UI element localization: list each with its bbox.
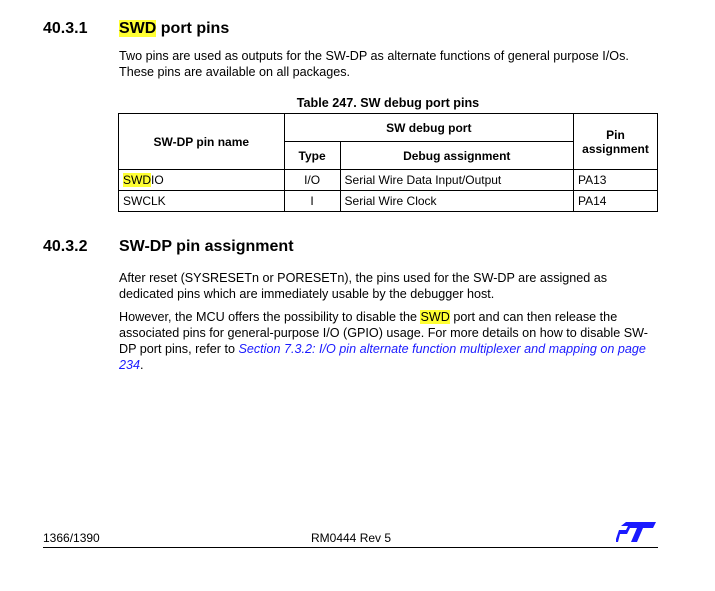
header-debug-assignment: Debug assignment bbox=[340, 142, 573, 170]
st-logo-icon bbox=[616, 520, 658, 549]
table-caption: Table 247. SW debug port pins bbox=[296, 96, 480, 110]
paragraph-text: After reset (SYSRESETn or PORESETn), the pins used for the SW-DP are assigned as dedicated pins which are immediately usable by the debugger host. bbox=[119, 271, 608, 301]
cell-type: I bbox=[284, 191, 340, 212]
paragraph-text-part: . bbox=[140, 358, 144, 372]
section1-paragraph bbox=[119, 48, 664, 80]
table-row bbox=[119, 170, 658, 191]
header-sw-debug-port: SW debug port bbox=[284, 114, 573, 142]
cell-debug-assignment: Serial Wire Data Input/Output bbox=[340, 170, 573, 191]
section-title-text: port pins bbox=[156, 20, 230, 37]
paragraph-text-part: However, the MCU offers the possibility to disable the bbox=[119, 310, 421, 324]
section2-paragraph-2 bbox=[119, 309, 664, 373]
search-highlight: SWD bbox=[119, 20, 157, 37]
header-type: Type bbox=[284, 142, 340, 170]
search-highlight: SWD bbox=[420, 310, 450, 324]
section-7-3-2-link[interactable]: Section 7.3.2: I/O pin alternate function multiplexer and mapping on page 234 bbox=[119, 342, 646, 372]
header-pin-assignment: Pin assignment bbox=[574, 114, 658, 170]
paragraph-text-part: port and can then release the associated pins for general-purpose I/O (GPIO) usage. For more details on how to disable SW-DP port pins, refer to bbox=[119, 310, 648, 356]
sw-debug-port-pins-table bbox=[118, 113, 658, 212]
cell-pin-name bbox=[119, 170, 285, 191]
section-number-40-3-1: 40.3.1 bbox=[43, 20, 88, 37]
table-row bbox=[119, 191, 658, 212]
cell-pin: PA14 bbox=[574, 191, 658, 212]
page-number: 1366/1390 bbox=[43, 531, 100, 545]
footer-divider bbox=[43, 547, 658, 548]
section2-paragraph-1 bbox=[119, 270, 664, 302]
st-logo-graphic bbox=[616, 520, 658, 544]
cell-pin: PA13 bbox=[574, 170, 658, 191]
section-number-40-3-2: 40.3.2 bbox=[43, 238, 88, 255]
paragraph-text bbox=[119, 309, 664, 373]
cell-type: I/O bbox=[284, 170, 340, 191]
section-title-sw-dp-pin-assignment: SW-DP pin assignment bbox=[119, 238, 294, 255]
section-title-swd-port-pins bbox=[119, 20, 229, 38]
cell-pin-name: SWCLK bbox=[119, 191, 285, 212]
cell-debug-assignment: Serial Wire Clock bbox=[340, 191, 573, 212]
cell-pin-name-text: IO bbox=[151, 173, 164, 187]
search-highlight: SWD bbox=[123, 173, 151, 187]
document-reference: RM0444 Rev 5 bbox=[311, 531, 392, 545]
header-pin-name: SW-DP pin name bbox=[119, 114, 285, 170]
paragraph-text: Two pins are used as outputs for the SW-DP as alternate functions of general purpose I/Os. These pins are available on all packages. bbox=[119, 49, 629, 79]
